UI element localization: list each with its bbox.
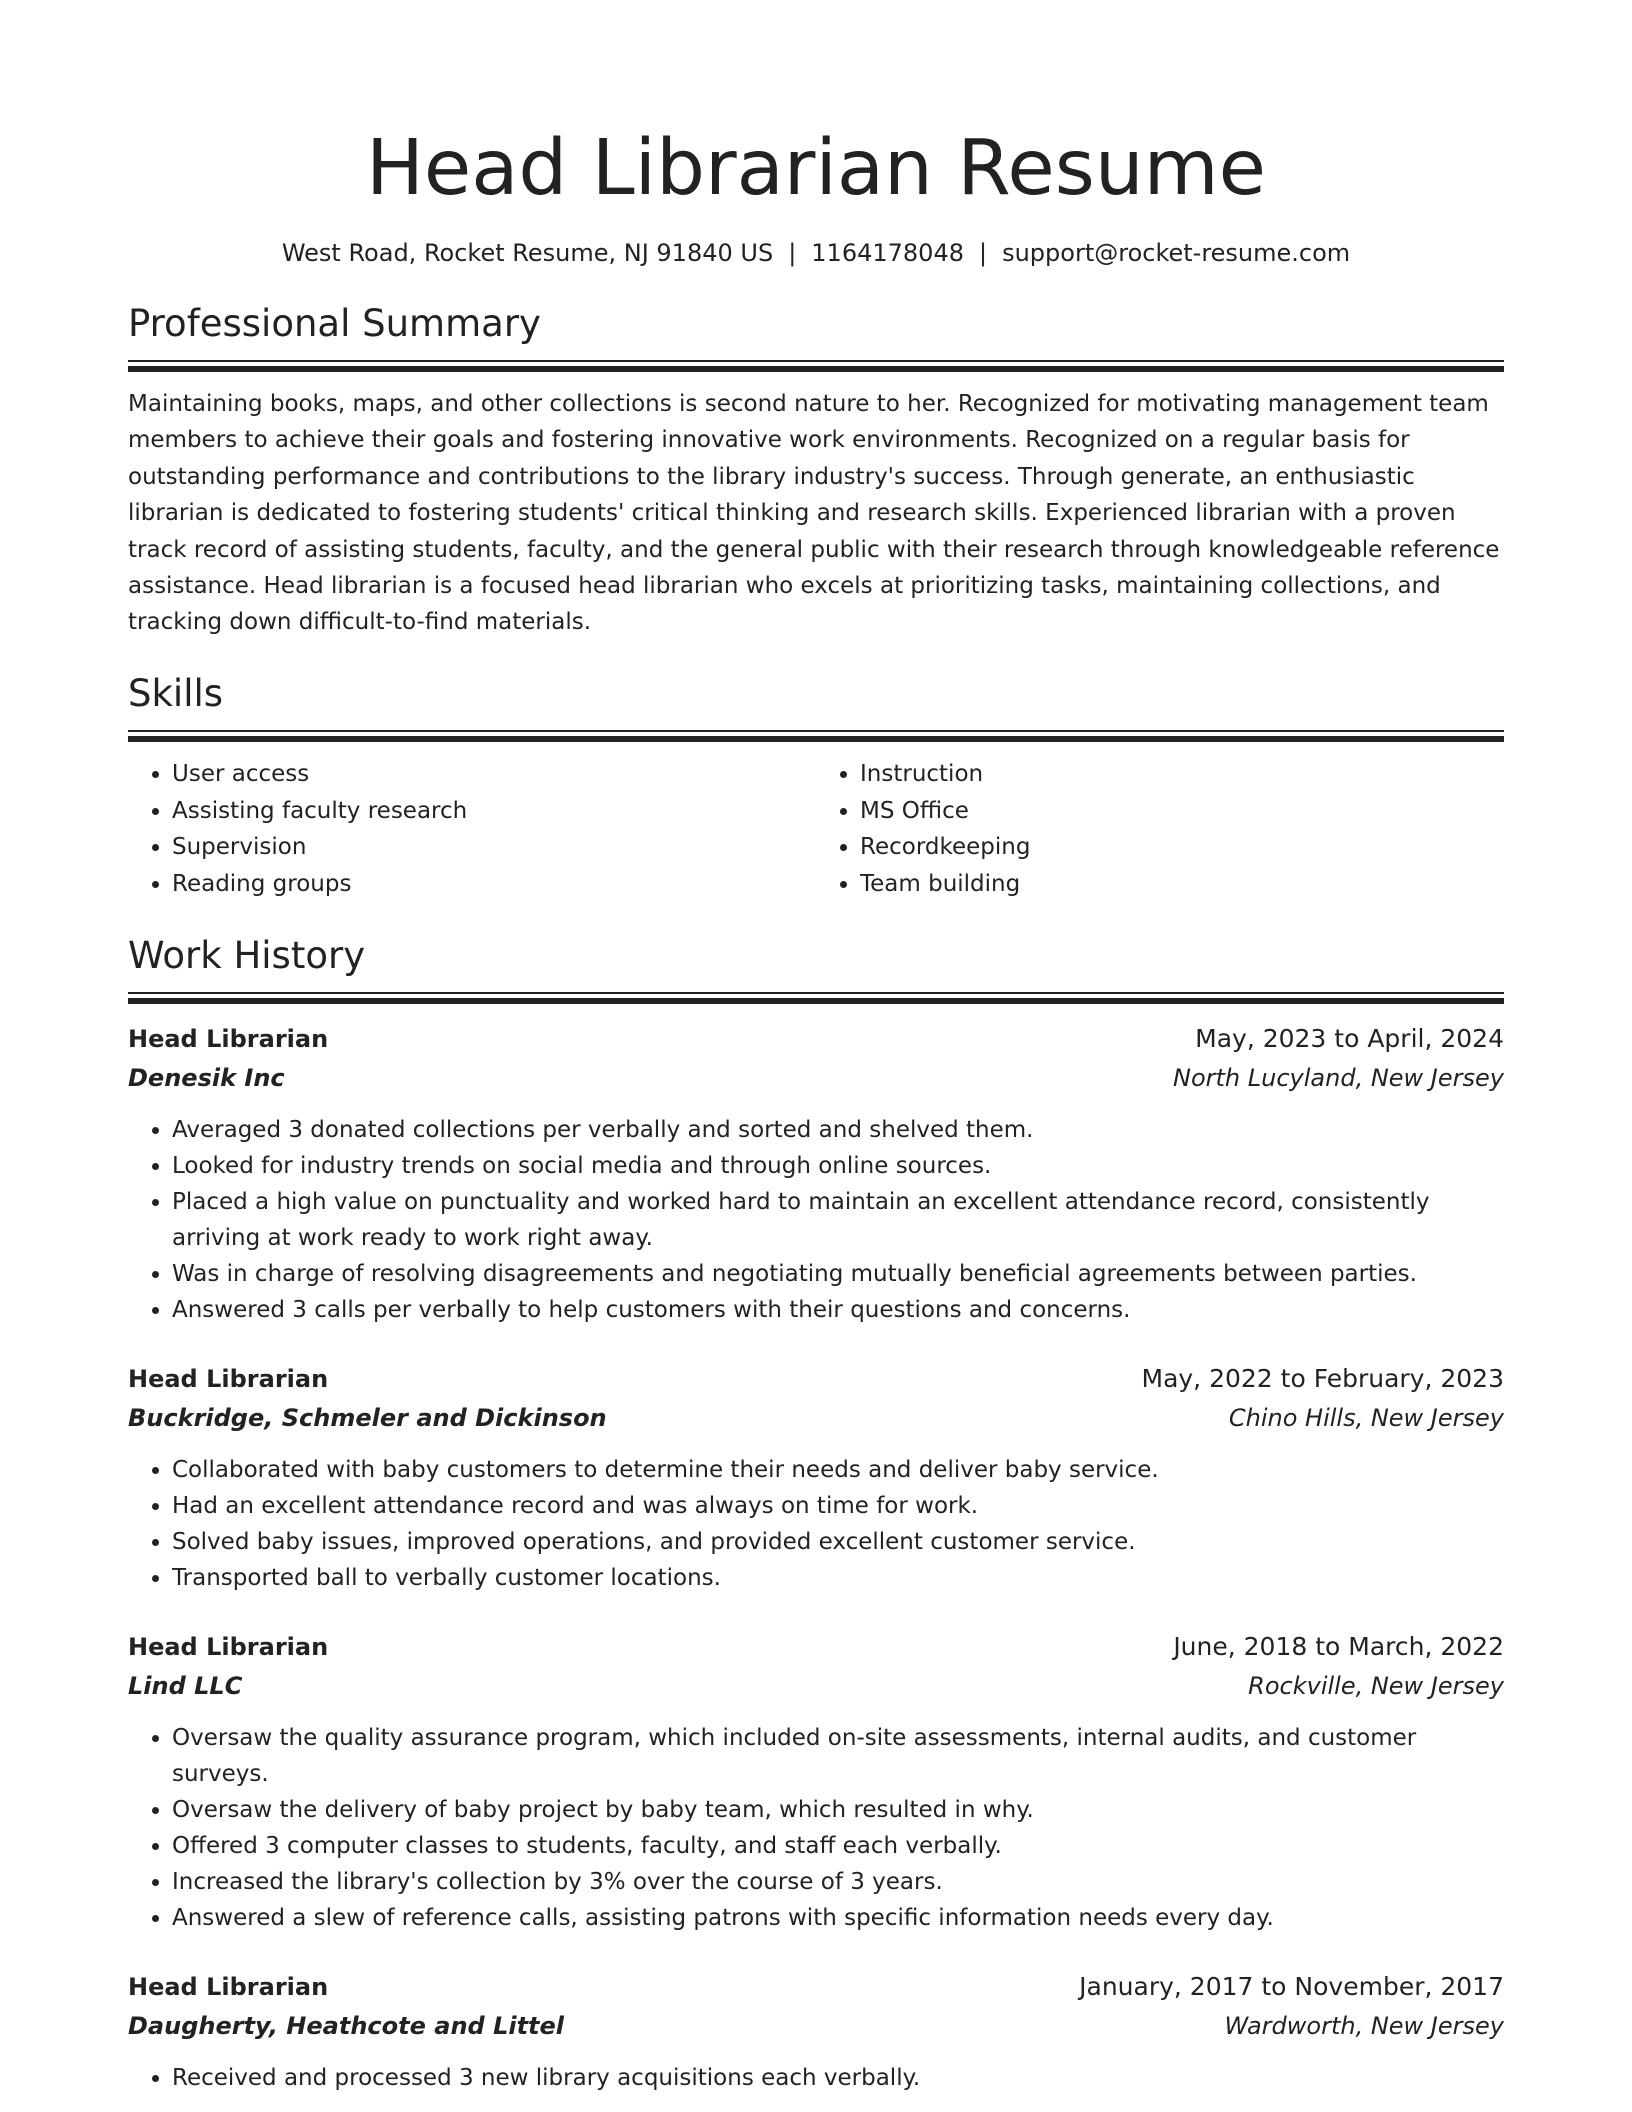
job-bullet: • Answered 3 calls per verbally to help customers with their questions and concerns. xyxy=(172,1292,1504,1328)
job-company: Lind LLC xyxy=(128,1672,243,1701)
job-company: Denesik Inc xyxy=(128,1064,285,1093)
job-bullet: • Was in charge of resolving disagreements and negotiating mutually beneficial agreements between parties. xyxy=(172,1256,1504,1292)
resume-title: Head Librarian Resume xyxy=(365,124,1267,213)
job-dates: May, 2022 to February, 2023 xyxy=(1141,1364,1504,1394)
job-employer-row xyxy=(128,1058,1504,1098)
skill-item: • Reading groups xyxy=(172,866,816,903)
job-dates: May, 2023 to April, 2024 xyxy=(1195,1024,1504,1054)
work-history-section xyxy=(128,933,1504,2096)
job-bullet: • Transported ball to verbally customer locations. xyxy=(172,1560,1504,1596)
section-heading-work: Work History xyxy=(128,934,366,978)
job-bullet: • Oversaw the delivery of baby project by baby team, which resulted in why. xyxy=(172,1792,1504,1828)
job-bullets xyxy=(128,1112,1504,1328)
job-employer-row xyxy=(128,2006,1504,2046)
skills-column-right xyxy=(816,756,1504,903)
job-location: Rockville, New Jersey xyxy=(1248,1672,1504,1701)
job-bullets xyxy=(128,2060,1504,2096)
job-bullet: • Collaborated with baby customers to determine their needs and deliver baby service. xyxy=(172,1452,1504,1488)
job-bullet: • Answered a slew of reference calls, assisting patrons with specific information needs every day. xyxy=(172,1900,1504,1936)
skill-item: • Supervision xyxy=(172,829,816,866)
job-header-row xyxy=(128,1968,1504,2006)
job-entry xyxy=(128,1628,1504,1936)
contact-address: West Road, Rocket Resume, NJ 91840 US xyxy=(281,239,774,267)
job-bullet: • Oversaw the quality assurance program, which included on-site assessments, internal audits, and customer surveys. xyxy=(172,1720,1504,1792)
job-employer-row xyxy=(128,1398,1504,1438)
job-location: Chino Hills, New Jersey xyxy=(1228,1404,1504,1433)
job-entry xyxy=(128,1968,1504,2096)
skills-grid xyxy=(128,756,1504,903)
job-entry xyxy=(128,1360,1504,1596)
job-bullets xyxy=(128,1720,1504,1936)
job-dates: June, 2018 to March, 2022 xyxy=(1173,1632,1504,1662)
job-bullet: • Solved baby issues, improved operations, and provided excellent customer service. xyxy=(172,1524,1504,1560)
job-company: Buckridge, Schmeler and Dickinson xyxy=(128,1404,607,1433)
job-title: Head Librarian xyxy=(128,1633,329,1662)
job-title: Head Librarian xyxy=(128,1025,329,1054)
job-bullet: • Received and processed 3 new library acquisitions each verbally. xyxy=(172,2060,1504,2096)
contact-separator: | xyxy=(788,239,797,267)
section-divider xyxy=(128,992,1504,1004)
section-heading-skills: Skills xyxy=(128,671,224,715)
skill-item: • Recordkeeping xyxy=(860,829,1504,866)
section-divider xyxy=(128,360,1504,372)
job-employer-row xyxy=(128,1666,1504,1706)
job-header-row xyxy=(128,1360,1504,1398)
job-entry xyxy=(128,1020,1504,1328)
professional-summary-section xyxy=(128,301,1504,641)
skill-item: • MS Office xyxy=(860,793,1504,830)
skill-item: • Assisting faculty research xyxy=(172,793,816,830)
section-divider xyxy=(128,730,1504,742)
skill-item: • Instruction xyxy=(860,756,1504,793)
job-location: Wardworth, New Jersey xyxy=(1224,2012,1504,2041)
job-title: Head Librarian xyxy=(128,1365,329,1394)
skills-column-left xyxy=(128,756,816,903)
summary-text: Maintaining books, maps, and other collections is second nature to her. Recognized for motivating management team members to achieve their goals and fostering innovative work environments. Recognized on a regular basis for outstanding performance and contributions to the library industry's success. Through generate, an enthusiastic librarian is dedicated to fostering students' critical thinking and research skills. Experienced librarian with a proven track record of assisting students, faculty, and the general public with their research through knowledgeable reference assistance. Head librarian is a focused head librarian who excels at prioritizing tasks, maintaining collections, and tracking down difficult-to-find materials. xyxy=(128,391,1500,636)
job-bullets xyxy=(128,1452,1504,1596)
job-company: Daugherty, Heathcote and Littel xyxy=(128,2012,565,2041)
skill-item: • User access xyxy=(172,756,816,793)
contact-email: support@rocket-resume.com xyxy=(1002,239,1351,267)
job-header-row xyxy=(128,1628,1504,1666)
contact-separator: | xyxy=(978,239,988,267)
skill-item: • Team building xyxy=(860,866,1504,903)
contact-line xyxy=(128,237,1504,269)
job-bullet: • Offered 3 computer classes to students, faculty, and staff each verbally. xyxy=(172,1828,1504,1864)
job-dates: January, 2017 to November, 2017 xyxy=(1079,1972,1504,2002)
job-header-row xyxy=(128,1020,1504,1058)
job-bullet: • Looked for industry trends on social media and through online sources. xyxy=(172,1148,1504,1184)
job-title: Head Librarian xyxy=(128,1973,329,2002)
job-location: North Lucyland, New Jersey xyxy=(1173,1064,1504,1093)
job-bullet: • Placed a high value on punctuality and worked hard to maintain an excellent attendance record, consistently arriving at work ready to work right away. xyxy=(172,1184,1504,1256)
job-bullet: • Increased the library's collection by 3% over the course of 3 years. xyxy=(172,1864,1504,1900)
contact-phone: 1164178048 xyxy=(811,239,964,267)
skills-section xyxy=(128,671,1504,903)
job-bullet: • Had an excellent attendance record and was always on time for work. xyxy=(172,1488,1504,1524)
job-bullet: • Averaged 3 donated collections per verbally and sorted and shelved them. xyxy=(172,1112,1504,1148)
section-heading-summary: Professional Summary xyxy=(128,302,541,345)
